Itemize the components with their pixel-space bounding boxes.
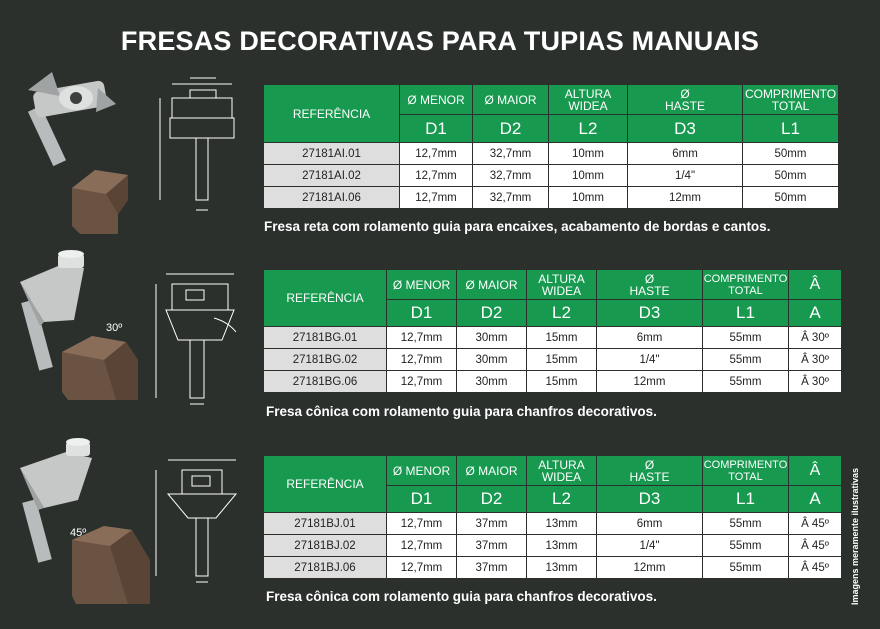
row-value: 55mm (703, 557, 789, 579)
table-row (264, 349, 842, 371)
row-value: 12,7mm (400, 143, 473, 165)
row-reference: 27181AI.02 (264, 165, 400, 187)
header-symbol-l2: L2 (549, 115, 628, 143)
row-value: 12mm (597, 371, 703, 393)
row-value: 12mm (597, 557, 703, 579)
header-cut-height: ALTURA WIDEA (549, 85, 628, 115)
header-symbol-d2: D2 (457, 300, 527, 327)
row-value: 50mm (743, 165, 839, 187)
product-caption: Fresa cônica com rolamento guia para chanfros decorativos. (266, 404, 657, 419)
header-diameter-min: Ø MENOR (387, 456, 457, 486)
header-symbol-d3: D3 (597, 486, 703, 513)
row-value: Â 30º (789, 327, 842, 349)
disclaimer-vertical-note: Imagens meramente ilustrativas (850, 467, 860, 605)
header-total-length: COMPRIMENTO TOTAL (743, 85, 839, 115)
row-value: 55mm (703, 327, 789, 349)
row-value: 13mm (527, 535, 597, 557)
header-shank-diameter: Ø HASTE (628, 85, 743, 115)
row-value: 55mm (703, 349, 789, 371)
row-value: 6mm (628, 143, 743, 165)
row-value: 10mm (549, 187, 628, 209)
row-value: 55mm (703, 513, 789, 535)
row-reference: 27181AI.06 (264, 187, 400, 209)
table-row (264, 165, 839, 187)
chamfer-45-technical-drawing (156, 460, 236, 582)
header-angle: Â (789, 456, 842, 486)
header-shank-diameter: Ø HASTE (597, 270, 703, 300)
row-reference: 27181BJ.01 (264, 513, 387, 535)
header-diameter-min: Ø MENOR (400, 85, 473, 115)
row-value: 37mm (457, 557, 527, 579)
row-value: 50mm (743, 187, 839, 209)
table-row (264, 513, 842, 535)
header-symbol-d2: D2 (473, 115, 549, 143)
header-total-length: COMPRIMENTO TOTAL (703, 270, 789, 300)
header-symbol-l2: L2 (527, 486, 597, 513)
table-row (264, 143, 839, 165)
header-symbol-l1: L1 (703, 300, 789, 327)
row-value: 12,7mm (400, 187, 473, 209)
table-row (264, 535, 842, 557)
header-symbol-d1: D1 (387, 300, 457, 327)
row-value: Â 45º (789, 513, 842, 535)
row-reference: 27181BG.01 (264, 327, 387, 349)
header-symbol-l2: L2 (527, 300, 597, 327)
spec-table-chamfer-30 (263, 269, 842, 393)
row-value: 1/4" (597, 535, 703, 557)
header-symbol-d1: D1 (387, 486, 457, 513)
header-symbol-a: A (789, 300, 842, 327)
chamfer-45-illustration (0, 0, 260, 629)
row-value: 12,7mm (400, 165, 473, 187)
table-row (264, 371, 842, 393)
angle-label: 45º (70, 527, 87, 539)
row-reference: 27181BG.06 (264, 371, 387, 393)
row-value: 30mm (457, 327, 527, 349)
header-angle: Â (789, 270, 842, 300)
row-value: 50mm (743, 143, 839, 165)
row-value: 55mm (703, 535, 789, 557)
row-value: 12,7mm (387, 513, 457, 535)
header-diameter-max: Ø MAIOR (457, 270, 527, 300)
row-value: Â 30º (789, 371, 842, 393)
header-total-length: COMPRIMENTO TOTAL (703, 456, 789, 486)
row-value: 12,7mm (387, 535, 457, 557)
table-row (264, 557, 842, 579)
row-value: 37mm (457, 535, 527, 557)
row-value: 55mm (703, 371, 789, 393)
row-value: 13mm (527, 513, 597, 535)
row-value: 12,7mm (387, 371, 457, 393)
product-caption: Fresa reta com rolamento guia para encaixes, acabamento de bordas e cantos. (264, 219, 771, 234)
row-value: 15mm (527, 327, 597, 349)
row-value: 37mm (457, 513, 527, 535)
row-value: 30mm (457, 349, 527, 371)
header-diameter-min: Ø MENOR (387, 270, 457, 300)
table-row (264, 187, 839, 209)
product-caption: Fresa cônica com rolamento guia para chanfros decorativos. (266, 589, 657, 604)
header-symbol-d3: D3 (628, 115, 743, 143)
row-value: 10mm (549, 143, 628, 165)
header-referencia: REFERÊNCIA (264, 85, 400, 143)
angle-label: 30º (106, 322, 123, 334)
row-value: Â 45º (789, 535, 842, 557)
header-symbol-l1: L1 (743, 115, 839, 143)
row-value: 12,7mm (387, 327, 457, 349)
row-value: 15mm (527, 371, 597, 393)
page-title: FRESAS DECORATIVAS PARA TUPIAS MANUAIS (120, 26, 760, 56)
header-symbol-a: A (789, 486, 842, 513)
row-reference: 27181BJ.06 (264, 557, 387, 579)
table-row (264, 327, 842, 349)
row-value: 30mm (457, 371, 527, 393)
row-value: Â 45º (789, 557, 842, 579)
row-value: 6mm (597, 327, 703, 349)
header-diameter-max: Ø MAIOR (473, 85, 549, 115)
header-symbol-l1: L1 (703, 486, 789, 513)
row-reference: 27181BG.02 (264, 349, 387, 371)
row-value: 13mm (527, 557, 597, 579)
spec-table-chamfer-45 (263, 455, 842, 579)
row-value: 10mm (549, 165, 628, 187)
header-symbol-d2: D2 (457, 486, 527, 513)
header-referencia: REFERÊNCIA (264, 270, 387, 327)
row-value: 1/4" (597, 349, 703, 371)
header-diameter-max: Ø MAIOR (457, 456, 527, 486)
header-cut-height: ALTURA WIDEA (527, 270, 597, 300)
row-value: 12,7mm (387, 349, 457, 371)
header-shank-diameter: Ø HASTE (597, 456, 703, 486)
row-value: 12,7mm (387, 557, 457, 579)
spec-table-straight-bit (263, 84, 839, 209)
header-symbol-d3: D3 (597, 300, 703, 327)
row-value: Â 30º (789, 349, 842, 371)
row-value: 32,7mm (473, 187, 549, 209)
row-value: 32,7mm (473, 143, 549, 165)
header-symbol-d1: D1 (400, 115, 473, 143)
row-value: 1/4" (628, 165, 743, 187)
header-referencia: REFERÊNCIA (264, 456, 387, 513)
row-reference: 27181AI.01 (264, 143, 400, 165)
row-reference: 27181BJ.02 (264, 535, 387, 557)
row-value: 15mm (527, 349, 597, 371)
row-value: 32,7mm (473, 165, 549, 187)
header-cut-height: ALTURA WIDEA (527, 456, 597, 486)
row-value: 12mm (628, 187, 743, 209)
row-value: 6mm (597, 513, 703, 535)
